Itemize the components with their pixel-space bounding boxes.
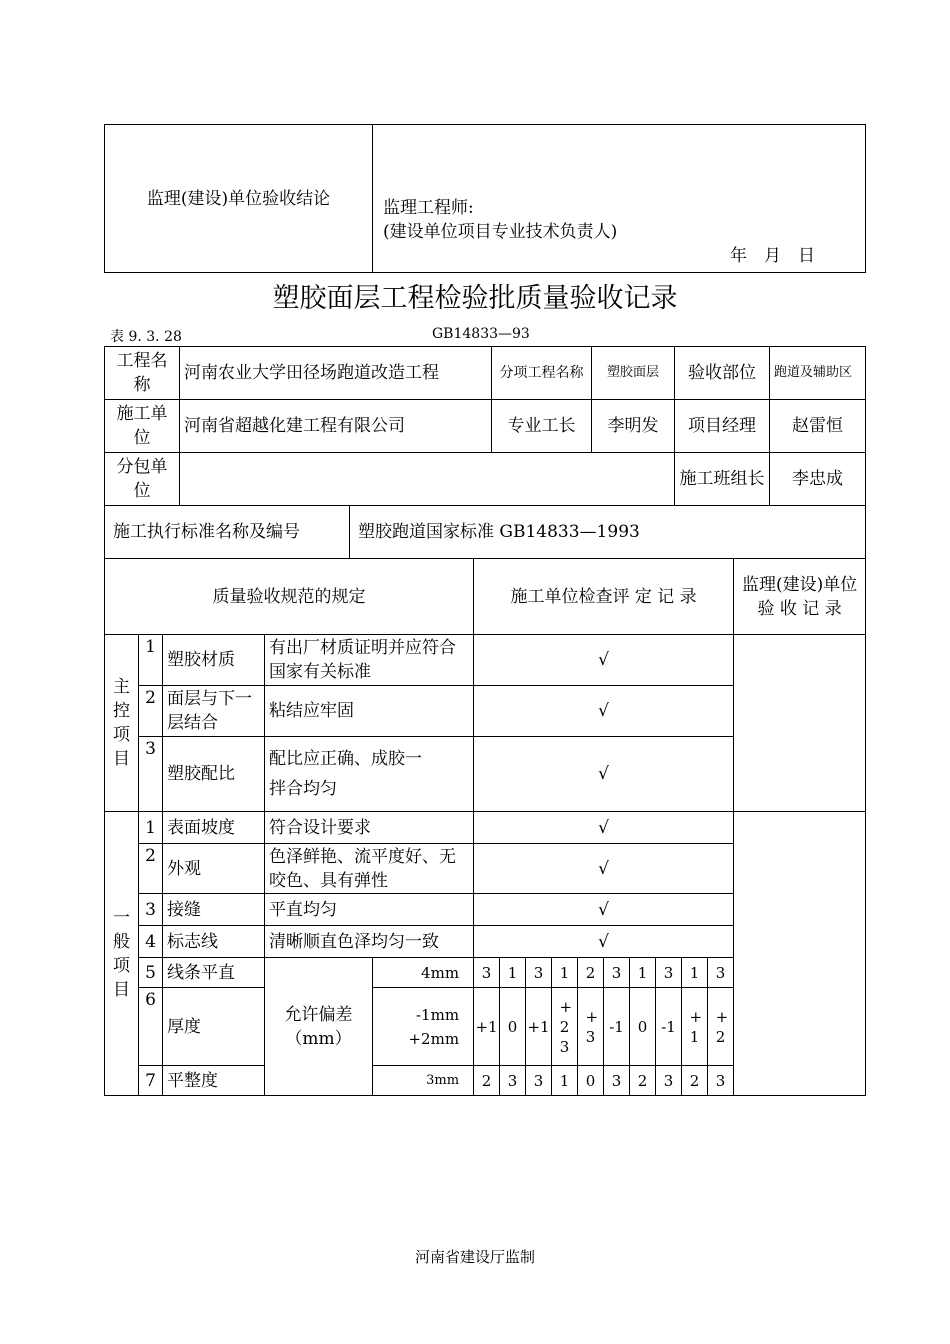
item-name: 平整度 [163,1066,265,1096]
standard-code: GB14833—93 [432,326,530,342]
exec-standard: 塑胶跑道国家标准 GB14833—1993 [350,506,866,559]
item-name: 标志线 [163,926,265,958]
item-number: 1 [139,635,163,686]
check-column-header: 施工单位检查评 定 记 录 [474,559,734,635]
date-label: 年 月 日 [730,246,815,266]
sub-project-label: 分项工程名称 [492,347,592,400]
item-name: 接缝 [163,894,265,926]
measured-value: 0 [578,1066,604,1096]
item-number: 6 [139,988,163,1066]
item-number: 3 [139,894,163,926]
item-requirement: 配比应正确、成胶一 拌合均匀 [265,737,474,812]
deviation-label-cell [265,958,373,1096]
item-requirement: 符合设计要求 [265,812,474,844]
general-group-label: 一 般 项 目 [105,812,139,1096]
item-number: 5 [139,958,163,988]
item-requirement: 有出厂材质证明并应符合国家有关标准 [265,635,474,686]
general-supervision-record [734,812,866,1096]
check-mark: √ [474,894,734,926]
tolerance: 4mm [373,958,474,988]
item-name: 厚度 [163,988,265,1066]
measured-value: 2 [474,1066,500,1096]
owner-tech-lead-label: (建设单位项目专业技术负责人) [383,222,618,242]
manager-label: 项目经理 [675,400,770,453]
subcontractor [180,453,675,506]
measured-value: 1 [552,1066,578,1096]
measured-value: +23 [552,988,578,1066]
subcontractor-label: 分包单位 [105,453,180,506]
tolerance: 3mm [373,1066,474,1096]
team-leader-label: 施工班组长 [675,453,770,506]
check-mark: √ [474,686,734,737]
item-name: 塑胶配比 [163,737,265,812]
measured-value: 3 [708,1066,734,1096]
measured-value: 3 [656,1066,682,1096]
supervision-column-header: 监理(建设)单位 验 收 记 录 [734,559,866,635]
foreman: 李明发 [592,400,675,453]
supervision-engineer-label: 监理工程师: [383,198,474,218]
item-name: 塑胶材质 [163,635,265,686]
check-mark: √ [474,844,734,894]
item-requirement: 清晰顺直色泽均匀一致 [265,926,474,958]
acceptance-conclusion-table [104,124,866,273]
page-title: 塑胶面层工程检验批质量验收记录 [272,283,678,314]
measured-value: 3 [604,1066,630,1096]
measured-value: 1 [630,958,656,988]
measured-value: 3 [526,958,552,988]
measured-value: -1 [604,988,630,1066]
item-number: 1 [139,812,163,844]
part-label: 验收部位 [675,347,770,400]
measured-value: 3 [604,958,630,988]
check-mark: √ [474,926,734,958]
contractor: 河南省超越化建工程有限公司 [180,400,492,453]
deviation-unit: （mm） [285,1028,352,1049]
measured-value: 1 [682,958,708,988]
project-name: 河南农业大学田径场跑道改造工程 [180,347,492,400]
measured-value: +2 [708,988,734,1066]
item-name: 线条平直 [163,958,265,988]
tolerance: -1mm +2mm [373,988,474,1066]
project-name-label: 工程名称 [105,347,180,400]
measured-value: 3 [708,958,734,988]
measured-value: +1 [682,988,708,1066]
measured-value: 2 [630,1066,656,1096]
item-number: 3 [139,737,163,812]
exec-standard-label: 施工执行标准名称及编号 [105,506,350,559]
measured-value: +3 [578,988,604,1066]
spec-column-header: 质量验收规范的规定 [105,559,474,635]
measured-value: 1 [552,958,578,988]
measured-value: 2 [682,1066,708,1096]
item-number: 2 [139,686,163,737]
measured-value: 3 [500,1066,526,1096]
footer-issuer: 河南省建设厅监制 [414,1248,535,1266]
measured-value: 3 [474,958,500,988]
check-mark: √ [474,737,734,812]
signature-cell [373,125,866,273]
manager: 赵雷恒 [770,400,866,453]
standard-table [104,505,866,559]
sub-project: 塑胶面层 [592,347,675,400]
measured-value: 0 [500,988,526,1066]
item-requirement: 粘结应牢固 [265,686,474,737]
measured-value: 2 [578,958,604,988]
part: 跑道及辅助区 [770,347,866,400]
supervision-conclusion-label: 监理(建设)单位验收结论 [105,125,373,273]
item-number: 2 [139,844,163,894]
deviation-label: 允许偏差 [284,1004,353,1025]
header-info-table [104,346,866,506]
measured-value: 3 [656,958,682,988]
item-name: 外观 [163,844,265,894]
table-number: 表 9. 3. 28 [110,329,182,345]
item-requirement: 色泽鲜艳、流平度好、无咬色、具有弹性 [265,844,474,894]
main-supervision-record [734,635,866,812]
item-requirement: 平直均匀 [265,894,474,926]
item-number: 7 [139,1066,163,1096]
contractor-label: 施工单位 [105,400,180,453]
check-mark: √ [474,635,734,686]
main-control-group-label: 主 控 项 目 [105,635,139,812]
team-leader: 李忠成 [770,453,866,506]
measured-value: -1 [656,988,682,1066]
measured-value: +1 [474,988,500,1066]
measured-value: +1 [526,988,552,1066]
foreman-label: 专业工长 [492,400,592,453]
measured-value: 0 [630,988,656,1066]
measured-value: 1 [500,958,526,988]
item-name: 表面坡度 [163,812,265,844]
measured-value: 3 [526,1066,552,1096]
inspection-table [104,558,866,1096]
check-mark: √ [474,812,734,844]
item-number: 4 [139,926,163,958]
item-name: 面层与下一层结合 [163,686,265,737]
